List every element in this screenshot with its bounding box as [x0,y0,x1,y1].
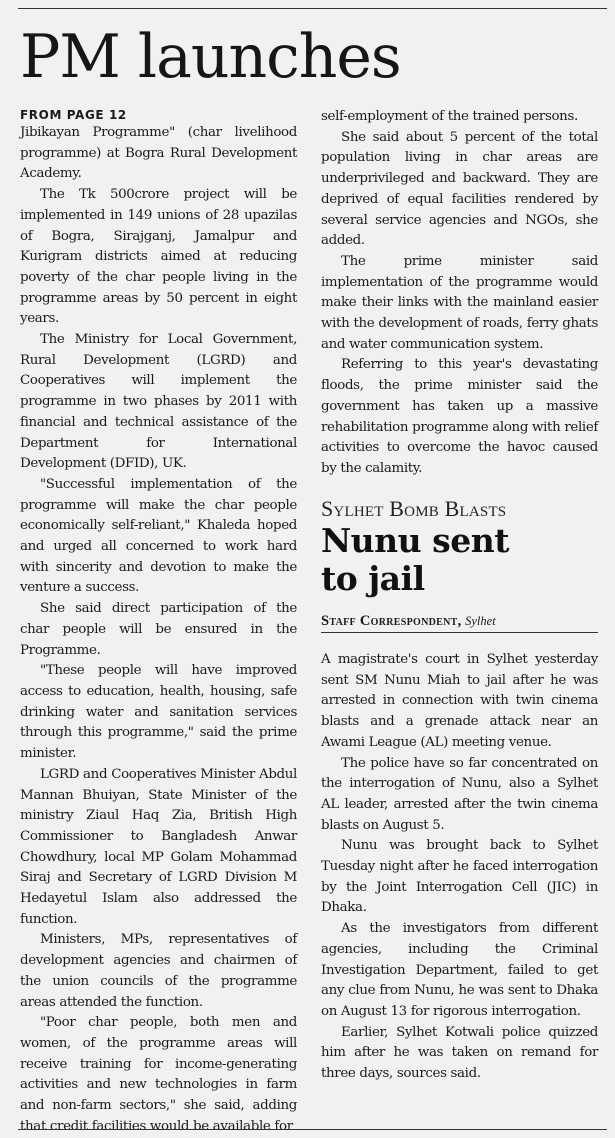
article-paragraph: Ministers, MPs, representatives of development agencies and chairmen of the union councils of the programme areas attended the function. [20,932,297,1010]
article-paragraph: "Poor char people, both men and women, of the programme areas will receive training for income-generating activities and new technologies in farm and non-farm sectors," she said, adding that credit facilities would be available for [20,1015,297,1134]
story-kicker: Sylhet Bomb Blasts [321,496,507,521]
story-paragraph: Nunu was brought back to Sylhet Tuesday night after he faced interrogation by the Joint Interrogation Cell (JIC) in Dhaka. [321,838,598,916]
article-body-right [321,107,598,480]
article-paragraph: She said direct participation of the char people will be ensured in the Programme. [20,601,297,658]
byline-location: Sylhet [465,614,496,628]
article-paragraph: The Ministry for Local Government, Rural Development (LGRD) and Cooperatives will implement the programme in two phases by 2011 with financial and technical assistance of the Department for International Development (DFID), UK. [20,332,297,472]
article-paragraph: She said about 5 percent of the total population living in char areas are underprivileged and backward. They are deprived of equal facilities rendered by several service agencies and NGOs, she added. [321,129,598,249]
right-column-continuation [321,107,598,480]
byline [321,612,598,630]
article-paragraph: Jibikayan Programme" (char livelihood programme) at Bogra Rural Development Academy. [20,125,297,182]
story-body [321,650,598,1085]
headline: PM launches [20,22,401,92]
article-paragraph: Referring to this year's devastating floods, the prime minister said the government has taken up a massive rehabilitation programme along with relief activities to overcome the havoc caused by the calamity. [321,357,598,476]
jump-label: FROM PAGE 12 [20,108,127,122]
article-paragraph: LGRD and Cooperatives Minister Abdul Mannan Bhuiyan, State Minister of the ministry Ziaul Haq Zia, British High Commissioner to Bangladesh Anwar Chowdhury, local MP Golam Mohammad Siraj and Secretary of LGRD Division M Hedayetul Islam also addressed the function. [20,766,297,927]
story-headline-line1: Nunu sent [321,521,509,560]
article-paragraph: The prime minister said implementation of the programme would make their links with the mainland easier with the development of roads, ferry ghats and water communication system. [321,253,598,352]
story-headline-line2: to jail [321,559,425,598]
story-headline [321,522,598,598]
article-paragraph: "Successful implementation of the programme will make the char people economically self-reliant," Khaleda hoped and urged all concerned to work hard with sincerity and devotion to make the venture a success. [20,476,297,596]
article-paragraph: self-employment of the trained persons. [321,109,578,124]
bottom-rule [18,1129,607,1130]
article-body-left [20,123,297,1137]
article-paragraph: The Tk 500crore project will be implemented in 149 unions of 28 upazilas of Bogra, Sirajganj, Jamalpur and Kurigram districts aimed at reducing poverty of the char people living in the programme areas by 50 percent in eight years. [20,187,297,327]
article-paragraph: "These people will have improved access to education, health, housing, safe drinking water and sanitation services through this programme," said the prime minister. [20,663,297,762]
top-rule [18,8,607,9]
story-paragraph: As the investigators from different agencies, including the Criminal Investigation Department, failed to get any clue from Nunu, he was sent to Dhaka on August 13 for rigorous interrogation. [321,921,598,1019]
story-paragraph: A magistrate's court in Sylhet yesterday sent SM Nunu Miah to jail after he was arrested in connection with twin cinema blasts and a grenade attack near an Awami League (AL) meeting venue. [321,652,598,750]
story-paragraph: Earlier, Sylhet Kotwali police quizzed him after he was taken on remand for three days, sources said. [321,1024,598,1082]
byline-rule [321,632,598,633]
story-body-text [321,650,598,1085]
left-column [20,107,297,1137]
story-paragraph: The police have so far concentrated on the interrogation of Nunu, also a Sylhet AL leader, arrested after the twin cinema blasts on August 5. [321,755,598,833]
byline-name: Staff Correspondent, [321,613,462,629]
